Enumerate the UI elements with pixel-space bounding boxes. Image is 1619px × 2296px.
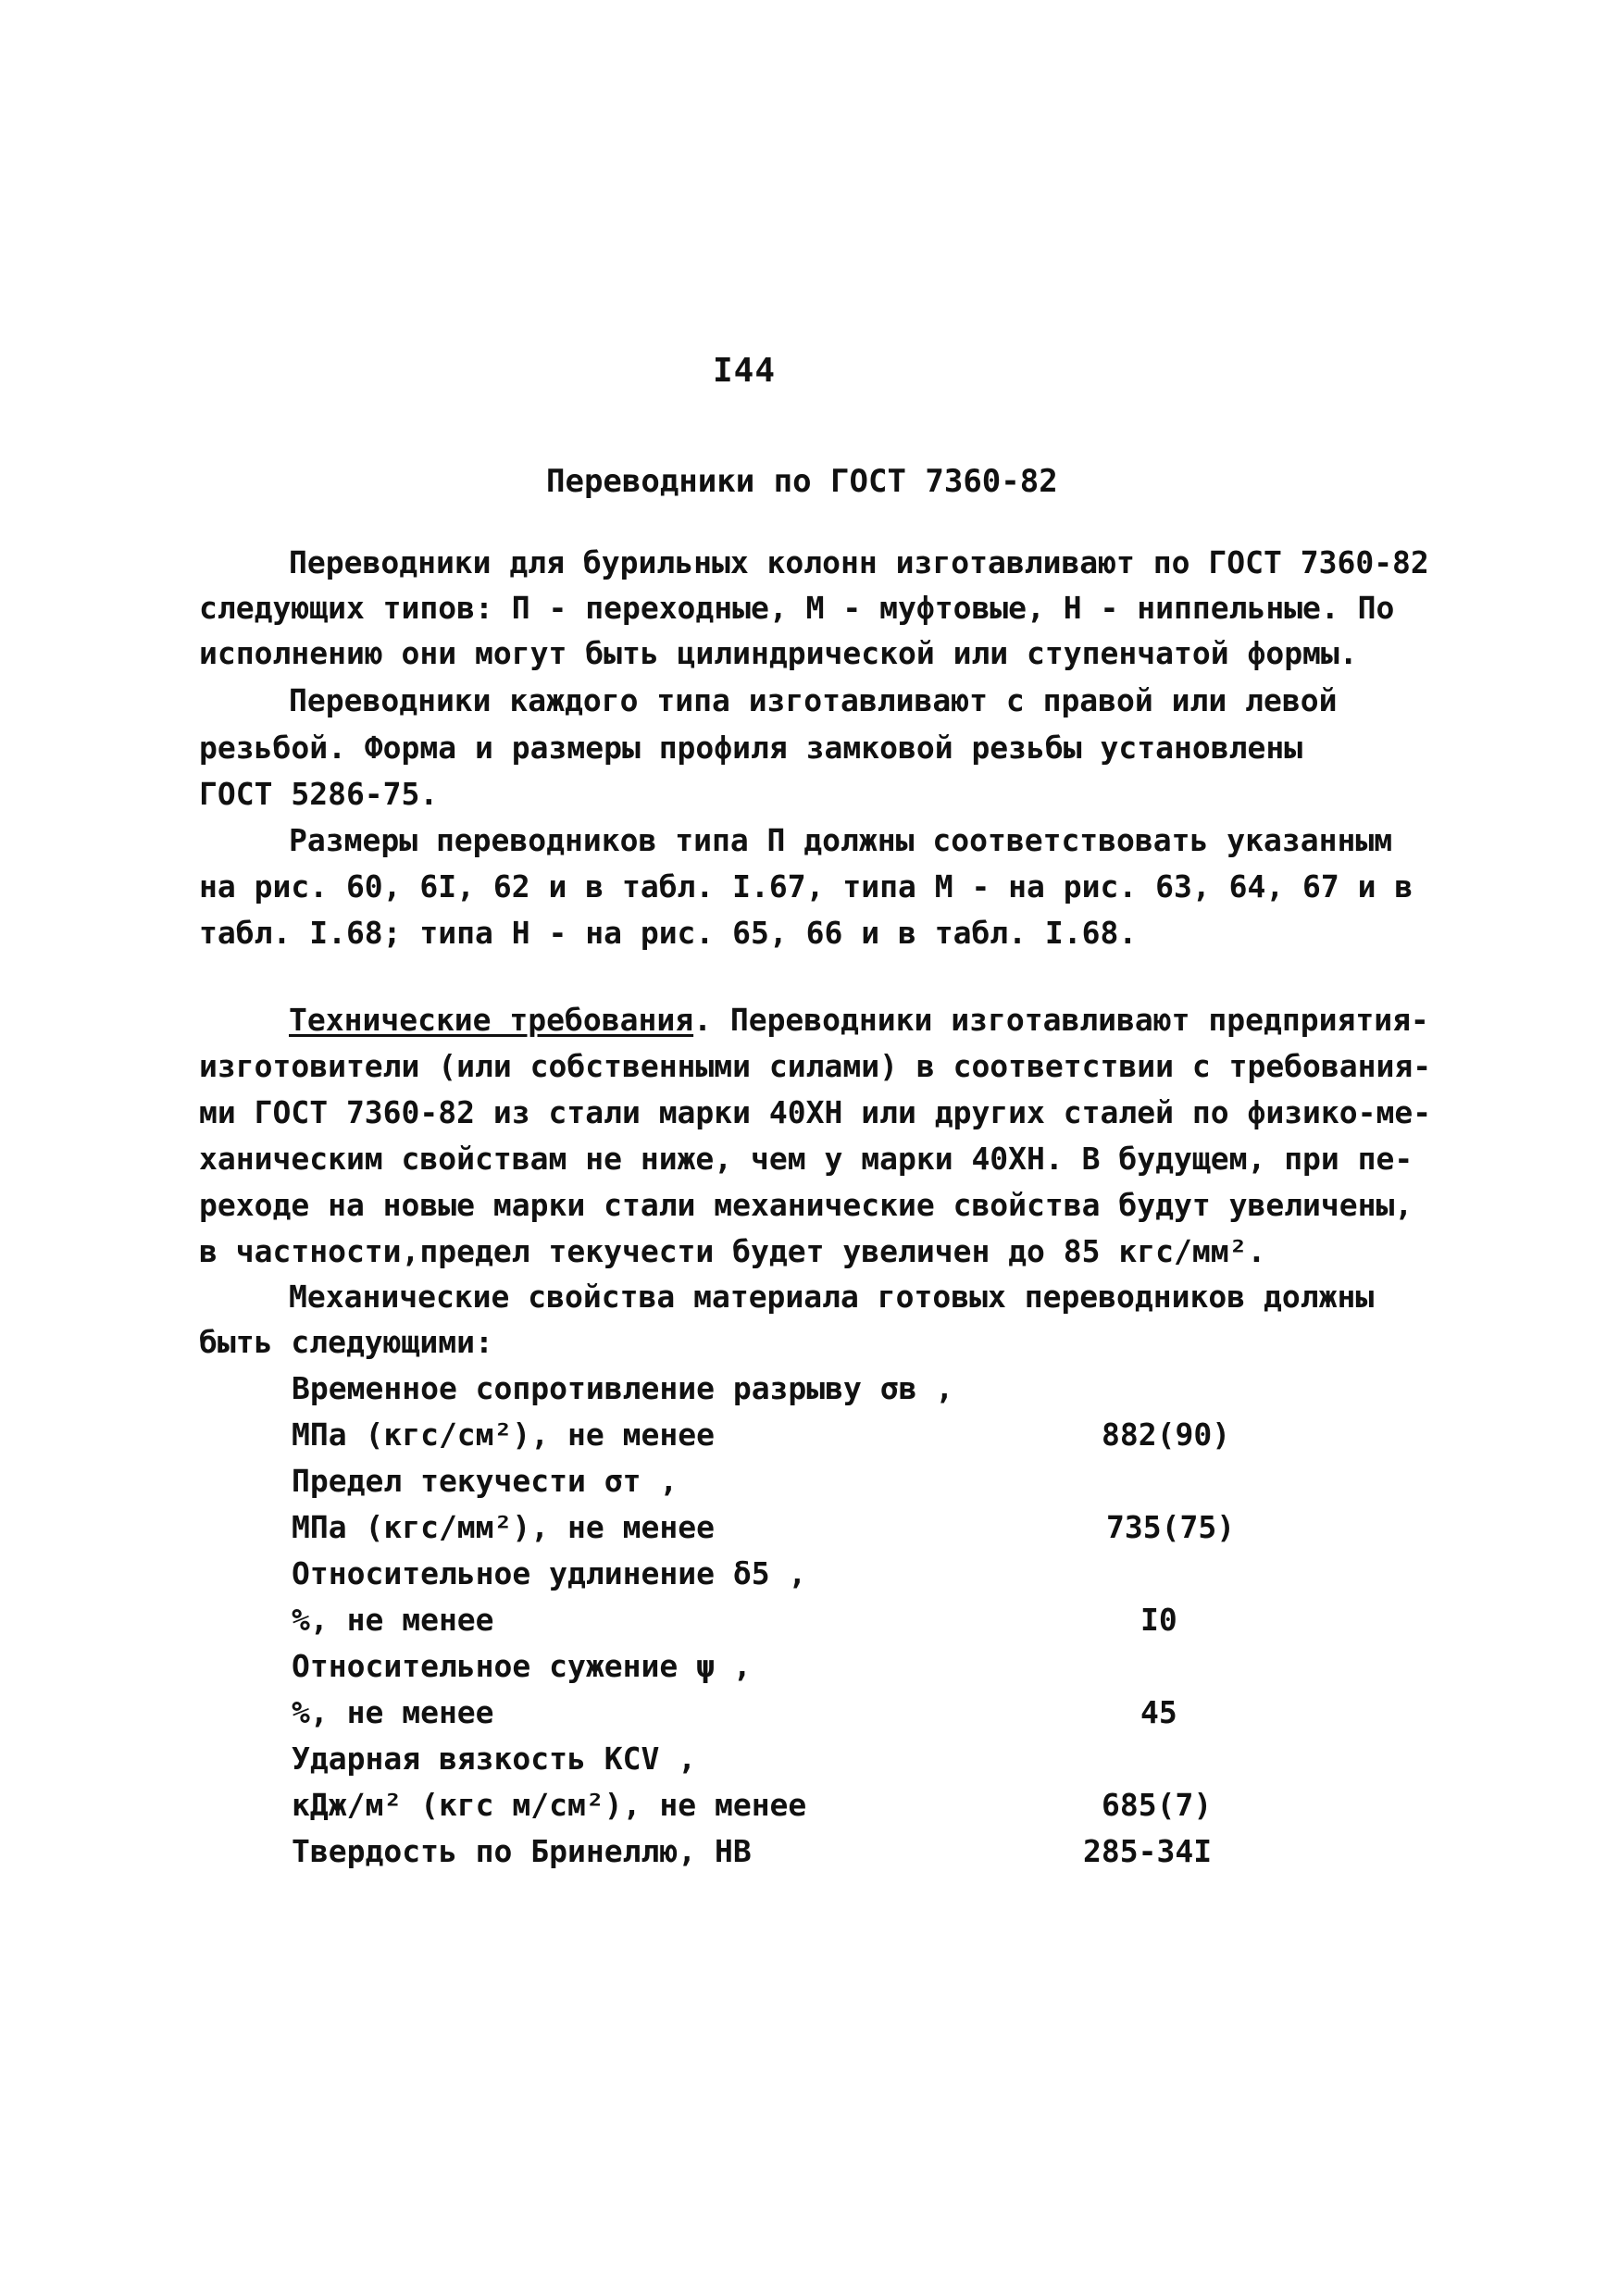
property-label: кДж/м² (кгс м/см²), не менее <box>292 1787 807 1823</box>
property-label: %, не менее <box>292 1694 494 1730</box>
property-label: Относительное удлинение δ5 , <box>292 1555 807 1591</box>
paragraph-line: табл. I.68; типа Н - на рис. 65, 66 и в табл. I.68. <box>199 915 1138 951</box>
property-label: Ударная вязкость КСV , <box>292 1741 697 1777</box>
paragraph-line: реходе на новые марки стали механические свойства будут увеличены, <box>199 1187 1414 1223</box>
property-value: I0 <box>1140 1602 1177 1638</box>
paragraph-line: резьбой. Форма и размеры профиля замковой резьбы установлены <box>199 730 1303 766</box>
paragraph-line: быть следующими: <box>199 1324 493 1360</box>
property-value: 735(75) <box>1106 1509 1236 1545</box>
property-value: 882(90) <box>1102 1416 1231 1453</box>
tech-requirements-first-line <box>289 1002 1429 1039</box>
property-value: 45 <box>1140 1694 1177 1730</box>
document-title: Переводники по ГОСТ 7360-82 <box>546 463 1058 500</box>
page-number: I44 <box>713 352 777 390</box>
property-label: МПа (кгс/мм²), не менее <box>292 1509 715 1545</box>
property-value: 685(7) <box>1102 1787 1213 1823</box>
paragraph-line: Размеры переводников типа П должны соответствовать указанным <box>289 822 1393 858</box>
tech-requirements-heading: Технические требования <box>289 1002 694 1038</box>
paragraph-line: Переводники для бурильных колонн изготавливают по ГОСТ 7360-82 <box>289 544 1429 580</box>
paragraph-line: ми ГОСТ 7360-82 из стали марки 40ХН или других сталей по физико-ме- <box>199 1094 1432 1130</box>
paragraph-line: на рис. 60, 6I, 62 и в табл. I.67, типа М - на рис. 63, 64, 67 и в <box>199 868 1414 905</box>
property-value: 285-34I <box>1083 1833 1213 1869</box>
property-label: МПа (кгс/см²), не менее <box>292 1416 715 1453</box>
tech-requirements-text: . Переводники изготавливают предприятия- <box>693 1002 1429 1038</box>
paragraph-line: исполнению они могут быть цилиндрической или ступенчатой формы. <box>199 635 1358 671</box>
paragraph-line: Переводники каждого типа изготавливают с правой или левой <box>289 682 1338 718</box>
paragraph-line: в частности,предел текучести будет увеличен до 85 кгс/мм². <box>199 1233 1266 1269</box>
paragraph-line: изготовители (или собственными силами) в соответствии с требования- <box>199 1048 1432 1084</box>
paragraph-line: ханическим свойствам не ниже, чем у марки 40ХН. В будущем, при пе- <box>199 1141 1414 1177</box>
property-label: Твердость по Бринеллю, НВ <box>292 1833 752 1869</box>
property-label: %, не менее <box>292 1602 494 1638</box>
paragraph-line: ГОСТ 5286-75. <box>199 776 439 812</box>
paragraph-line: следующих типов: П - переходные, М - муфтовые, Н - ниппельные. По <box>199 590 1395 626</box>
property-label: Предел текучести σт , <box>292 1463 679 1499</box>
property-label: Временное сопротивление разрыву σв , <box>292 1370 954 1406</box>
paragraph-line: Механические свойства материала готовых переводников должны <box>289 1279 1375 1315</box>
property-label: Относительное сужение ψ , <box>292 1648 752 1684</box>
